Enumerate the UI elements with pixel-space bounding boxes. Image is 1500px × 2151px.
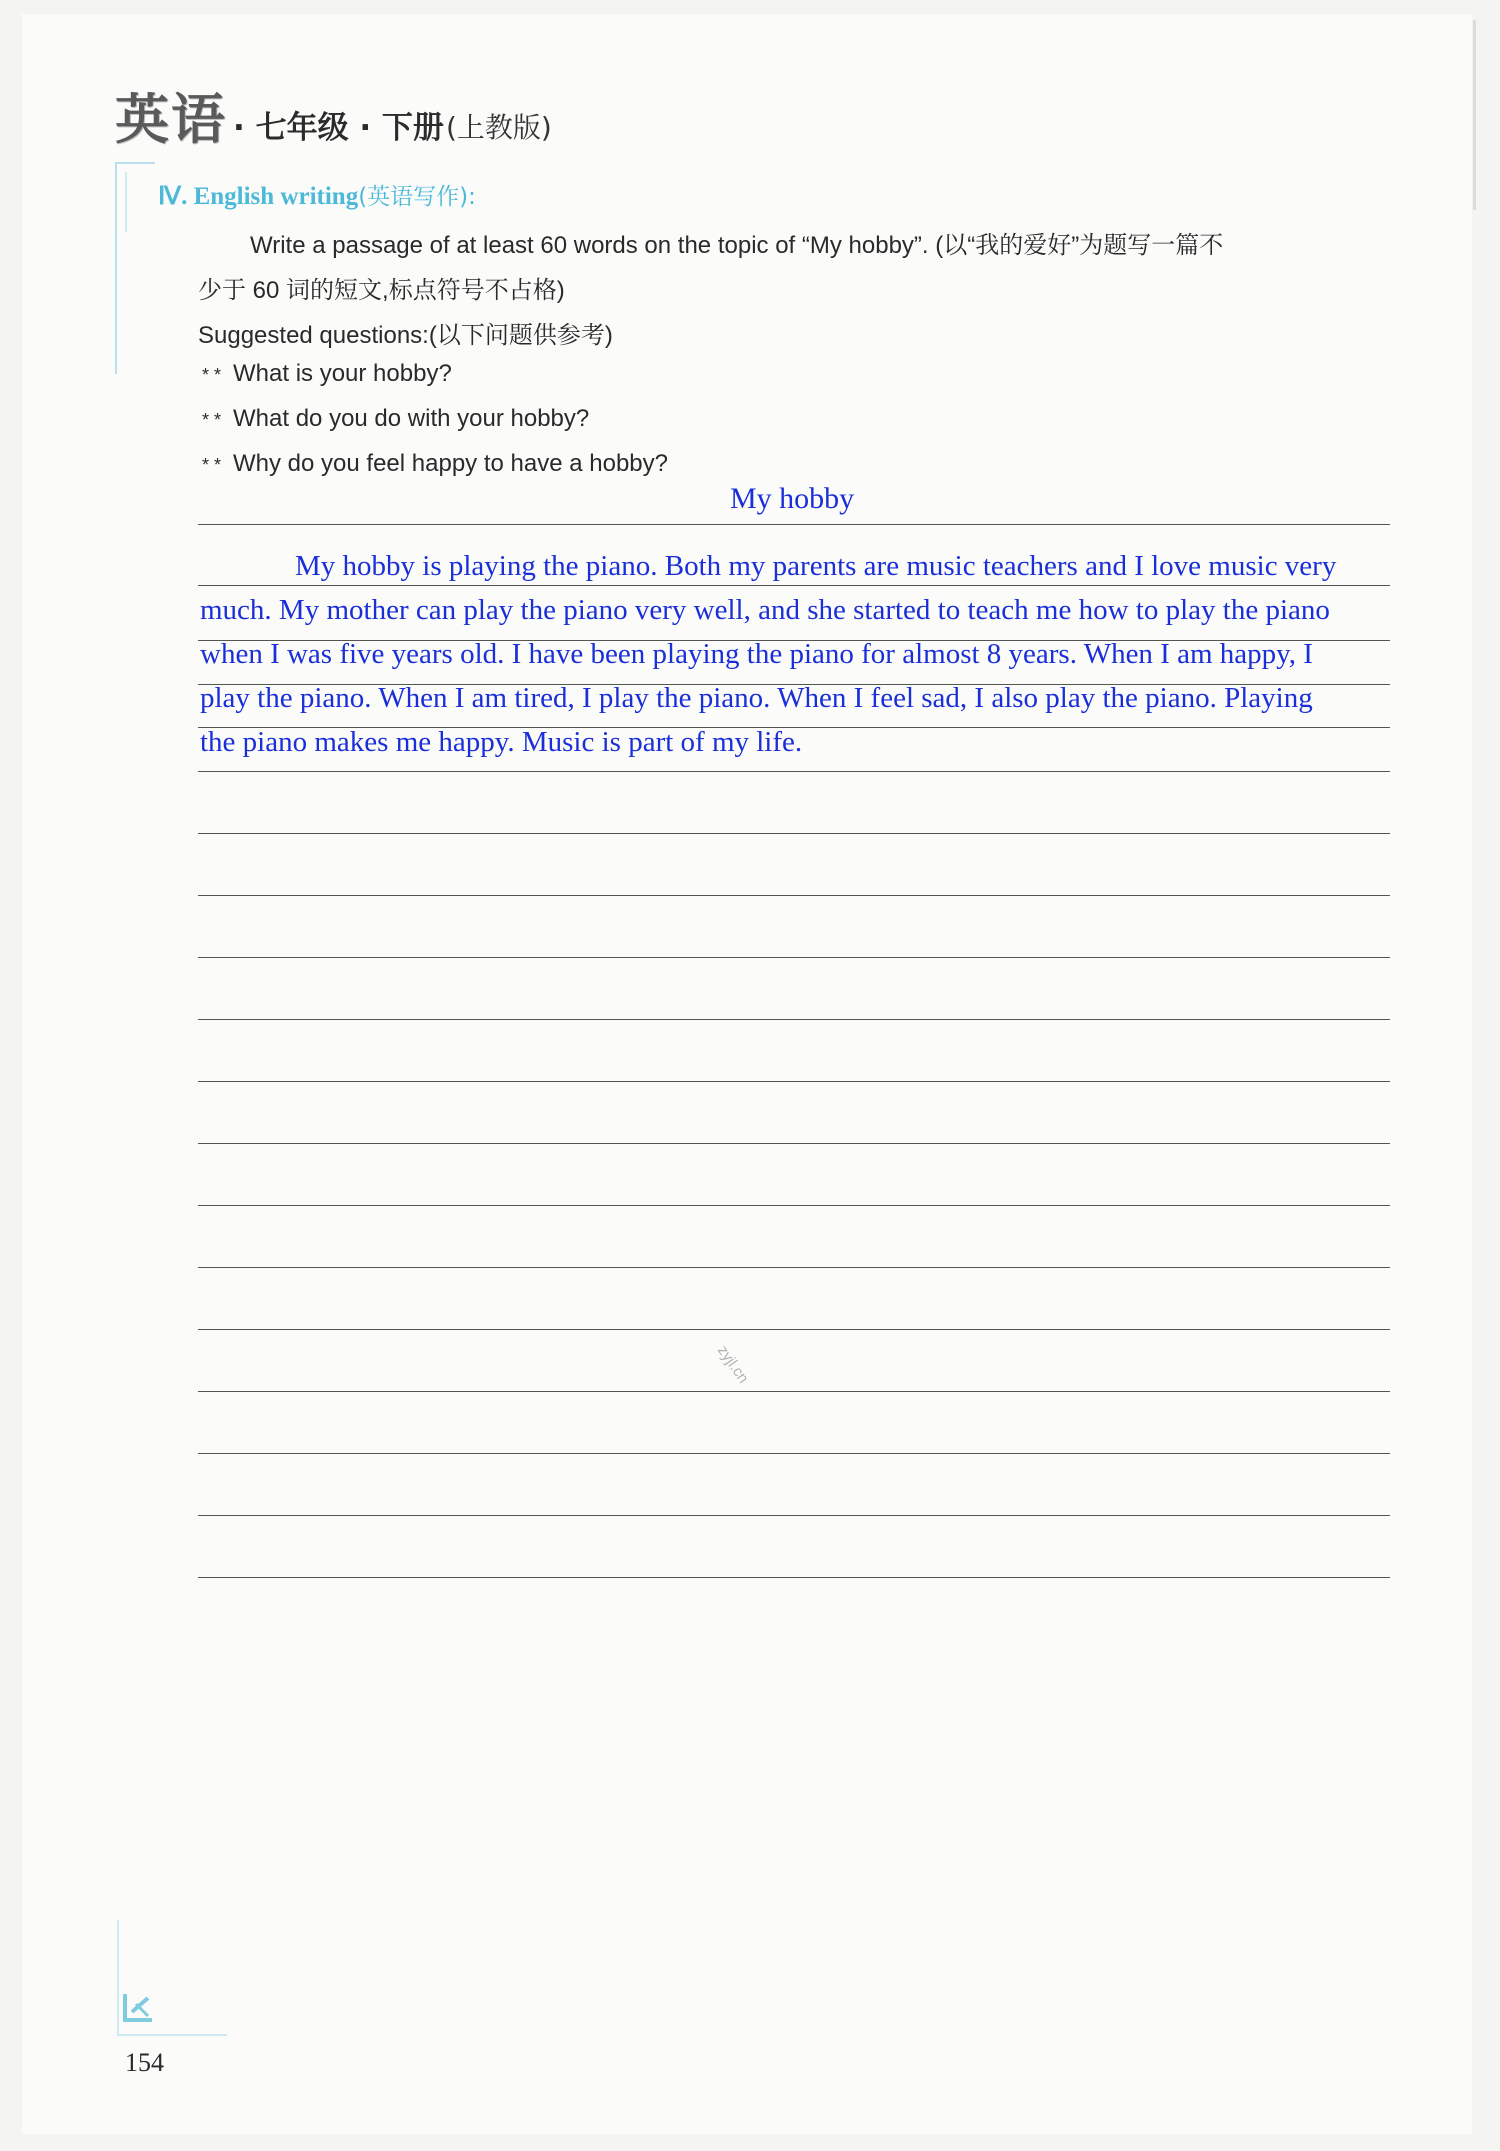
answer-line: the piano makes me happy. Music is part of my life. (200, 726, 803, 758)
subject-title: 英语 (115, 88, 227, 151)
writing-rule (198, 1267, 1390, 1268)
instruction-line-2: 少于 60 词的短文,标点符号不占格) (198, 277, 565, 304)
section-corner-decoration (115, 162, 155, 374)
watermark: zyjl.cn (713, 1342, 752, 1387)
question-text: What do you do with your hobby? (233, 405, 590, 432)
answer-line: when I was five years old. I have been playing the piano for almost 8 years. When I am happy, I (200, 638, 1313, 670)
writing-rule (198, 524, 1390, 525)
page-number: 154 (125, 2048, 164, 2077)
writing-rule (198, 1205, 1390, 1206)
question-text: What is your hobby? (233, 360, 452, 387)
suggested-question (202, 450, 668, 478)
suggested-questions-label: Suggested questions:(以下问题供参考) (198, 322, 613, 349)
bullet-asterisk-icon: * * (202, 455, 222, 475)
writing-rule (198, 895, 1390, 896)
writing-rule (198, 1515, 1390, 1516)
instruction-line-1: Write a passage of at least 60 words on the topic of “My hobby”. (以“我的爱好”为题写一篇不 (250, 232, 1224, 259)
writing-rule (198, 1391, 1390, 1392)
essay-title: My hobby (730, 482, 855, 515)
edition-label: (上教版) (445, 111, 552, 144)
question-text: Why do you feel happy to have a hobby? (233, 450, 668, 477)
page-header (115, 80, 552, 150)
section-corner-decoration-inner (125, 172, 127, 232)
bullet-asterisk-icon: * * (202, 410, 222, 430)
grade-label: · 七年级 · 下册 (233, 110, 444, 146)
writing-rule (198, 1329, 1390, 1330)
writing-rule (198, 1453, 1390, 1454)
suggested-question (202, 360, 452, 388)
writing-rule (198, 833, 1390, 834)
writing-rule (198, 1143, 1390, 1144)
footer-logo-icon (122, 1990, 156, 2024)
answer-line: My hobby is playing the piano. Both my parents are music teachers and I love music very (295, 550, 1337, 582)
section-heading-en: Ⅳ. English writing (158, 183, 359, 210)
footer-corner-line (117, 2034, 227, 2036)
writing-rule (198, 1019, 1390, 1020)
suggested-question (202, 405, 589, 433)
answer-line: much. My mother can play the piano very well, and she started to teach me how to play the piano (200, 594, 1330, 626)
answer-line: play the piano. When I am tired, I play the piano. When I feel sad, I also play the piano. Playing (200, 682, 1313, 714)
writing-rule (198, 585, 1390, 586)
writing-rule (198, 1577, 1390, 1578)
writing-rule (198, 957, 1390, 958)
section-heading-cn: (英语写作): (358, 184, 476, 210)
page-edge-line (1473, 20, 1476, 210)
writing-rule (198, 1081, 1390, 1082)
section-heading (158, 178, 476, 211)
writing-rule (198, 771, 1390, 772)
bullet-asterisk-icon: * * (202, 365, 222, 385)
